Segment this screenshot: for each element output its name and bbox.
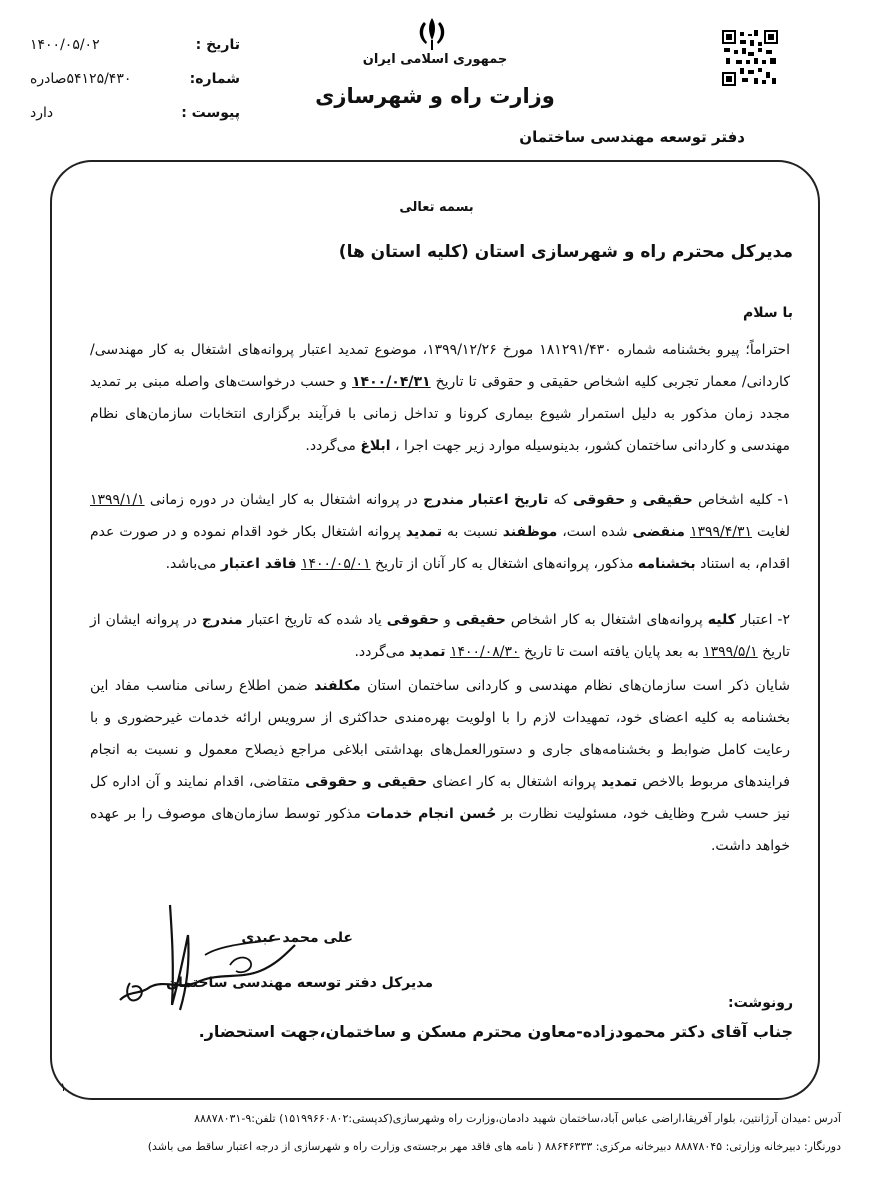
signer-title: مدیرکل دفتر توسعه مهندسی ساختمان bbox=[166, 975, 433, 991]
p3-u2: ۱۴۰۰/۰۸/۳۰ bbox=[449, 644, 520, 660]
p3-u1: ۱۳۹۹/۵/۱ bbox=[703, 644, 758, 660]
p2-t2: و bbox=[625, 492, 643, 508]
p1-text-c: می‌گردد. bbox=[305, 438, 361, 454]
date-value: ۱۴۰۰/۰۵/۰۲ bbox=[30, 37, 100, 53]
p2-b2: حقوقی bbox=[572, 492, 626, 508]
signer-name: علی محمد عبدی bbox=[241, 930, 353, 946]
p3-b3: حقوقی bbox=[386, 612, 440, 628]
paragraph-item-1 bbox=[90, 484, 790, 580]
p3-t8: می‌گردد. bbox=[354, 644, 410, 660]
p2-t9: پروانه اشتغال بکار خود اقدام نموده و در صورت عدم اقدام، به استناد bbox=[90, 524, 790, 572]
p1-bold: ابلاغ bbox=[360, 438, 391, 454]
p4-t1: شایان ذکر است سازمان‌های نظام مهندسی و کاردانی ساختمان استان bbox=[360, 678, 790, 694]
date-row bbox=[30, 28, 240, 62]
date-label: تاریخ : bbox=[195, 37, 240, 53]
p2-u1: ۱۳۹۹/۱/۱ bbox=[90, 492, 145, 508]
p3-t1: ۲- اعتبار bbox=[735, 612, 790, 628]
attachment-value: دارد bbox=[30, 105, 54, 121]
addressee: مدیرکل محترم راه و شهرسازی استان (کلیه استان ها) bbox=[338, 242, 793, 262]
besmellah: بسمه تعالی bbox=[399, 200, 474, 215]
attachment-label: پیوست : bbox=[181, 105, 240, 121]
greeting: با سلام bbox=[742, 305, 793, 321]
p1-date: ۱۴۰۰/۰۴/۳۱ bbox=[352, 374, 431, 390]
p4-b2: تمدید bbox=[601, 774, 638, 790]
p2-t7: شده است، bbox=[557, 524, 633, 540]
p2-u2: ۱۳۹۹/۴/۳۱ bbox=[689, 524, 753, 540]
p2-t3: که bbox=[548, 492, 573, 508]
p2-b7: بخشنامه bbox=[637, 556, 696, 572]
qr-code-icon bbox=[722, 30, 778, 86]
p2-t10: مذکور، پروانه‌های اشتغال به کار آنان از تاریخ bbox=[370, 556, 638, 572]
p2-t5: لغایت bbox=[752, 524, 790, 540]
paragraph-intro bbox=[90, 334, 790, 462]
p4-t2: ضمن اطلاع رسانی مناسب مفاد این بخشنامه به کلیه اعضای خود، تمهیدات لازم را با اولویت بهره‌مندی حداکثری از سرویس ارائه خدمات غیرحضوری و با رعایت کامل ضوابط و بخشنامه‌های جاری و دستورالعمل‌های بهداشتی ابلاغی مراجع ذیصلاح معمول و نسبت به انجام فرایندهای مربوط بالاخص bbox=[90, 678, 790, 790]
p4-b1: مکلفند bbox=[314, 678, 361, 694]
cc-label: رونوشت: bbox=[728, 995, 793, 1011]
p2-b1: حقیقی bbox=[642, 492, 693, 508]
attachment-row bbox=[30, 96, 240, 130]
p3-b2: حقیقی bbox=[455, 612, 506, 628]
number-label: شماره: bbox=[189, 71, 240, 87]
handwritten-signature bbox=[110, 895, 300, 1025]
number-value: ۵۴۱۲۵/۴۳۰صادره bbox=[30, 71, 132, 87]
p4-b3: حقیقی و حقوقی bbox=[305, 774, 428, 790]
number-row bbox=[30, 62, 240, 96]
paragraph-note bbox=[90, 670, 790, 862]
p1-text-b: و حسب درخواست‌های واصله مبنی بر تمدید مجدد زمان مذکور به دلیل استمرار شیوع بیماری کرونا و تداخل زمانی با فرآیند برگزاری انتخابات سازمان‌های نظام مهندسی و کاردانی ساختمان کشور، بدینوسیله موارد زیر جهت اجرا ، bbox=[90, 374, 790, 454]
p4-t4: متقاضی، اقدام نمایند و آن اداره کل نیز حسب شرح وظایف خود، مسئولیت نظارت بر bbox=[90, 774, 791, 822]
footer-address: آدرس :میدان آرژانتین، بلوار آفریقا،اراضی عباس آباد،ساختمان شهید دادمان،وزارت راه وشهرسازی(کدپستی:۱۵۱۹۹۶۶۰۸۰۲) تلفن:۹-۸۸۸۷۸۰۳۱ bbox=[194, 1112, 841, 1125]
iran-emblem-icon bbox=[412, 14, 452, 54]
ministry-title: وزارت راه و شهرسازی bbox=[315, 84, 555, 108]
paragraph-item-2 bbox=[90, 604, 790, 668]
p3-t4: یاد شده که تاریخ اعتبار bbox=[242, 612, 387, 628]
p2-b3: تاریخ اعتبار مندرج bbox=[423, 492, 549, 508]
office-title: دفتر توسعه مهندسی ساختمان bbox=[519, 128, 745, 146]
p2-b8: فاقد اعتبار bbox=[220, 556, 297, 572]
page-number: ۱ bbox=[60, 1080, 67, 1094]
p4-t5: مذکور توسط سازمان‌های موصوف را بر عهده خواهد داشت. bbox=[90, 806, 790, 854]
p2-b6: تمدید bbox=[405, 524, 442, 540]
p4-t3: پروانه اشتغال به کار اعضای bbox=[427, 774, 602, 790]
p2-t4: در پروانه اشتغال به کار ایشان در دوره زمانی bbox=[144, 492, 424, 508]
p2-t8: نسبت به bbox=[441, 524, 503, 540]
p2-b4: منقضی bbox=[632, 524, 685, 540]
p3-t2: پروانه‌های اشتغال به کار اشخاص bbox=[505, 612, 708, 628]
p3-b5: تمدید bbox=[409, 644, 446, 660]
cc-recipient: جناب آقای دکتر محمودزاده-معاون محترم مسکن و ساختمان،جهت استحضار. bbox=[198, 1022, 793, 1041]
letter-meta bbox=[30, 28, 240, 130]
p1-text-a: احتراماً؛ پیرو بخشنامه شماره ۱۸۱۲۹۱/۴۳۰ مورخ ۱۳۹۹/۱۲/۲۶، موضوع تمدید اعتبار پروانه‌های اشتغال به کار مهندسی/ کاردانی/ معمار تجربی کلیه اشخاص حقیقی و حقوقی تا تاریخ bbox=[90, 342, 790, 390]
p4-b4: حُسن انجام خدمات bbox=[366, 806, 497, 822]
p3-b1: کلیه bbox=[707, 612, 736, 628]
p2-b5: موظفند bbox=[502, 524, 558, 540]
p3-t6: به بعد پایان یافته است تا تاریخ bbox=[519, 644, 704, 660]
p3-t3: و bbox=[439, 612, 456, 628]
p2-t12: می‌باشد. bbox=[165, 556, 221, 572]
p2-u3: ۱۴۰۰/۰۵/۰۱ bbox=[301, 556, 371, 572]
p3-t5: در پروانه ایشان از تاریخ bbox=[90, 612, 790, 660]
p2-t1: ۱- کلیه اشخاص bbox=[692, 492, 790, 508]
republic-title: جمهوری اسلامی ایران bbox=[362, 52, 508, 67]
footer-fax: دورنگار: دبیرخانه وزارتی: ۸۸۸۷۸۰۴۵ دبیرخانه مرکزی: ۸۸۶۴۶۳۳۳ ( نامه های فاقد مهر برجسته‌ی وزارت راه و شهرسازی از درجه اعتبار ساقط می باشد) bbox=[147, 1140, 841, 1153]
p3-b4: مندرج bbox=[201, 612, 243, 628]
